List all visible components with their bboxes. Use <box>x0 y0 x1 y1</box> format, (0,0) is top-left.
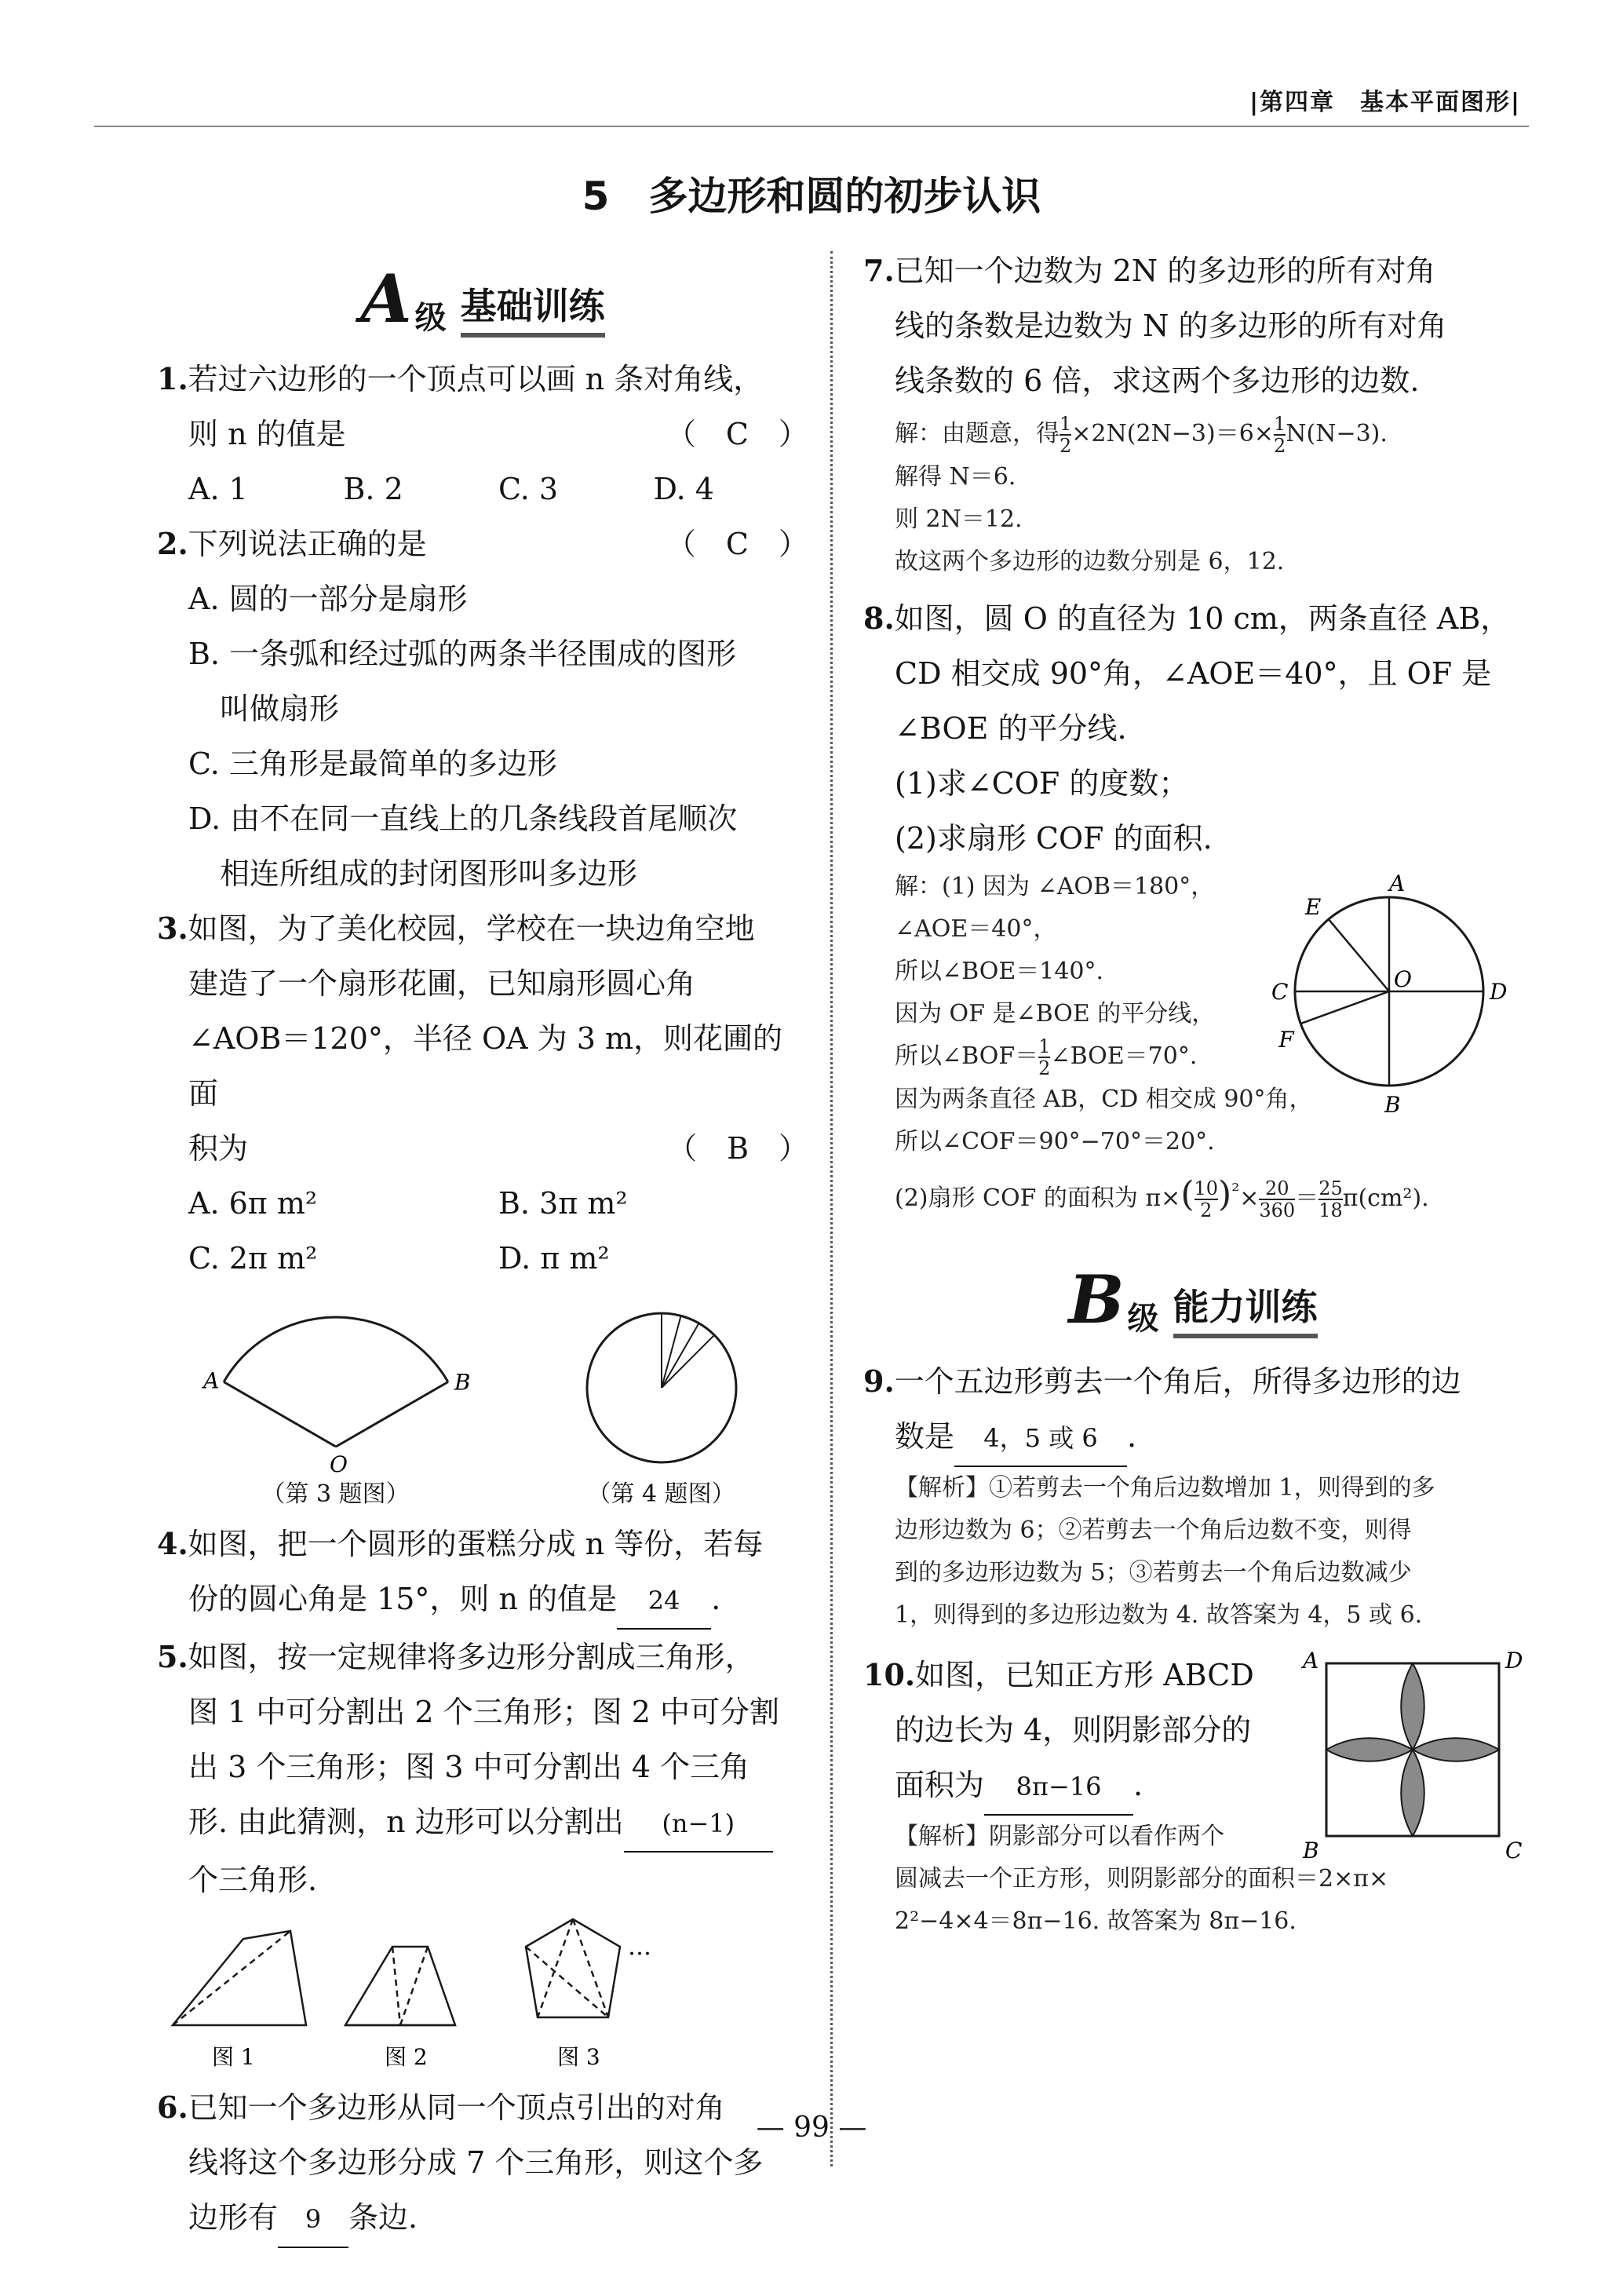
q3-line-4: 积为 <box>188 1131 249 1166</box>
q9-analysis <box>863 1467 1523 1637</box>
label-c: C <box>1271 979 1289 1005</box>
sector-arc <box>224 1317 448 1382</box>
q8-frac-18: 18 <box>1318 1199 1343 1221</box>
q7-solution <box>863 413 1523 583</box>
column-divider <box>830 251 833 2166</box>
section-a-ji: 级 <box>414 300 447 336</box>
q2-number: 2. <box>157 526 188 561</box>
q3-line-1: 如图，为了美化校园，学校在一块边角空地 <box>188 911 755 946</box>
q4-line-1: 如图，把一个圆形的蛋糕分成 n 等份，若每 <box>188 1527 764 1561</box>
petal-top <box>1401 1663 1424 1750</box>
q7-half-1 <box>1060 414 1071 456</box>
q5-number: 5. <box>157 1639 188 1674</box>
q7-sol-3: 则 2N＝12. <box>895 506 1023 533</box>
label-e: E <box>1304 894 1322 921</box>
section-b-letter: B <box>1068 1261 1125 1338</box>
q3-line-2: 建造了一个扇形花圃，已知扇形圆心角 <box>188 966 696 1001</box>
q3-option-c: C. 2π m² <box>188 1241 318 1276</box>
label-a: A <box>202 1367 219 1394</box>
q8-frac-10: 10 <box>1194 1177 1219 1199</box>
q8-frac-20-360 <box>1259 1178 1295 1221</box>
q8-half-num: 1 <box>1038 1035 1051 1057</box>
question-10-block <box>863 1648 1523 1943</box>
figure-4-caption: （第 4 题图） <box>587 1480 735 1508</box>
q2-answer: （ C ） <box>666 527 808 561</box>
q8-sol-3: 所以∠BOE＝140°. <box>895 958 1104 985</box>
q7-half-1-num: 1 <box>1060 413 1072 435</box>
q8-frac-25: 25 <box>1318 1177 1343 1199</box>
cake-circle-figure <box>567 1301 756 1474</box>
label-a: A <box>1303 1648 1319 1674</box>
q8-frac-2: 2 <box>1200 1199 1213 1221</box>
q5-line-2: 图 1 中可分割出 2 个三角形；图 2 中可分割 <box>188 1695 780 1729</box>
q8-sol-4: 因为 OF 是∠BOE 的平分线， <box>895 1000 1216 1028</box>
radius-oa <box>224 1382 336 1447</box>
section-a-letter: A <box>360 260 412 338</box>
section-b-label: 能力训练 <box>1173 1279 1318 1338</box>
q1-option-c: C. 3 <box>498 472 559 506</box>
q5-line-1: 如图，按一定规律将多边形分割成三角形， <box>188 1640 755 1674</box>
q6-line-2: 线将这个多边形分成 7 个三角形，则这个多 <box>188 2145 764 2180</box>
question-1 <box>157 352 808 517</box>
q10-line-2: 的边长为 4，则阴影部分的 <box>895 1713 1252 1747</box>
pentagon-2 <box>526 1919 620 2017</box>
q6-number: 6. <box>157 2090 188 2125</box>
q8-line-3: ∠BOE 的平分线. <box>895 711 1127 746</box>
q1-number: 1. <box>157 361 188 396</box>
q2-option-b-cont: 叫做扇形 <box>220 692 340 726</box>
question-4 <box>157 1517 808 1630</box>
q8-sol-8-pre: (2)扇形 COF 的面积为 π× <box>895 1185 1181 1212</box>
q3-number: 3. <box>157 911 188 946</box>
q10-line-1: 如图，已知正方形 ABCD <box>915 1658 1254 1692</box>
q7-line-2: 线的条数是边数为 N 的多边形的所有对角 <box>895 308 1447 343</box>
q5-line-3: 出 3 个三角形；图 3 中可分割出 4 个三角 <box>188 1750 750 1784</box>
label-c: C <box>1505 1838 1523 1863</box>
q4-period: . <box>711 1582 721 1616</box>
q2-option-c: C. 三角形是最简单的多边形 <box>188 746 557 781</box>
question-2 <box>157 517 808 901</box>
caption-fig-1: 图 1 <box>212 2044 255 2070</box>
question-7 <box>863 243 1523 408</box>
q2-option-d: D. 由不在同一直线上的几条线段首尾顺次 <box>188 801 738 836</box>
figure-3 <box>202 1301 470 1509</box>
q10-blank: 8π−16 <box>984 1759 1133 1816</box>
label-b: B <box>1303 1838 1319 1863</box>
q8-frac-360: 360 <box>1259 1199 1296 1221</box>
q10-line-3: 面积为 <box>895 1768 985 1802</box>
q8-frac-20: 20 <box>1259 1178 1295 1200</box>
petal-bottom <box>1401 1750 1424 1836</box>
q9-period: . <box>1127 1419 1137 1454</box>
q8-line-5: (2)求扇形 COF 的面积. <box>895 821 1213 856</box>
question-3 <box>157 901 808 1286</box>
header-rule <box>94 126 1529 127</box>
q7-half-2 <box>1274 414 1286 456</box>
q7-half-1-den: 2 <box>1060 435 1072 457</box>
q8-sol-7: 所以∠COF＝90°−70°＝20°. <box>895 1128 1215 1155</box>
q8-solution-block <box>863 866 1523 1221</box>
label-b: B <box>1384 1092 1401 1118</box>
q6-line-1: 已知一个多边形从同一个顶点引出的对角 <box>188 2090 725 2125</box>
question-9 <box>863 1354 1523 1467</box>
q9-number: 9. <box>863 1363 895 1399</box>
q8-times: × <box>1239 1185 1260 1212</box>
caption-fig-3: 图 3 <box>557 2044 600 2070</box>
q7-sol-1-pre: 解：由题意，得 <box>895 420 1060 447</box>
caption-fig-2: 图 2 <box>385 2044 428 2070</box>
q3-option-b: B. 3π m² <box>498 1186 628 1221</box>
q8-line-4: (1)求∠COF 的度数； <box>895 766 1189 801</box>
q8-sol-6: 因为两条直径 AB，CD 相交成 90°角， <box>895 1086 1313 1113</box>
page-title: 5 多边形和圆的初步认识 <box>582 173 1041 219</box>
q6-blank: 9 <box>278 2192 348 2248</box>
section-a-label: 基础训练 <box>461 278 605 338</box>
slice-line-2 <box>662 1316 681 1388</box>
q8-equals: ＝ <box>1295 1185 1319 1212</box>
q4-line-2: 份的圆心角是 15°，则 n 的值是 <box>188 1582 618 1616</box>
q8-square: ² <box>1231 1179 1240 1202</box>
q8-sol-1: 解：(1) 因为 ∠AOB＝180°， <box>895 873 1215 900</box>
q10-analysis-1: 【解析】阴影部分可以看作两个 <box>895 1823 1224 1850</box>
q8-line-2: CD 相交成 90°角，∠AOE＝40°，且 OF 是 <box>895 656 1492 691</box>
q9-analysis-4: 1，则得到的多边形边数为 4. 故答案为 4，5 或 6. <box>895 1601 1423 1629</box>
right-column <box>863 243 1523 1943</box>
label-f: F <box>1278 1027 1294 1053</box>
q7-half-2-den: 2 <box>1273 435 1286 457</box>
q5-line-5: 个三角形. <box>188 1863 318 1897</box>
q2-option-d-cont: 相连所组成的封闭图形叫多边形 <box>220 856 638 891</box>
q9-analysis-2: 边形边数为 6；②若剪去一个角后边数不变，则得 <box>895 1517 1412 1544</box>
label-o: O <box>1394 966 1412 992</box>
question-8 <box>863 591 1523 866</box>
q7-sol-2: 解得 N＝6. <box>895 463 1016 491</box>
q10-number: 10. <box>863 1657 916 1692</box>
q7-sol-4: 故这两个多边形的边数分别是 6，12. <box>895 548 1285 575</box>
quad-diagonal <box>173 1931 290 2025</box>
ellipsis: … <box>628 1933 651 1961</box>
question-6 <box>157 2080 808 2248</box>
figure-5 <box>157 1915 808 2072</box>
q6-line-3: 边形有 <box>188 2200 279 2235</box>
q3-option-a: A. 6π m² <box>188 1186 318 1221</box>
pentagon2-diag-2 <box>573 1919 608 2017</box>
q3-line-3: ∠AOB＝120°，半径 OA 为 3 m，则花圃的面 <box>188 1021 783 1111</box>
q9-line-2: 数是 <box>895 1419 955 1454</box>
q7-half-2-num: 1 <box>1273 413 1286 435</box>
q10-period: . <box>1133 1768 1143 1802</box>
label-b: B <box>454 1369 470 1396</box>
q7-line-1: 已知一个边数为 2N 的多边形的所有对角 <box>894 254 1436 288</box>
q8-sol-2: ∠AOE＝40°， <box>895 915 1057 943</box>
q10-analysis-2: 圆减去一个正方形，则阴影部分的面积＝2×π× <box>895 1865 1389 1893</box>
pentagon-diag-1 <box>392 1947 400 2025</box>
figures-3-4 <box>157 1301 808 1509</box>
pentagon-top <box>345 1947 455 2025</box>
q1-option-b: B. 2 <box>343 472 403 506</box>
q8-number: 8. <box>863 600 895 636</box>
q8-half-den: 2 <box>1038 1057 1051 1079</box>
q1-options <box>157 462 808 517</box>
q8-frac-25-18 <box>1318 1178 1343 1221</box>
q8-sol-5-post: ∠BOE＝70°. <box>1050 1042 1198 1070</box>
petal-left <box>1326 1738 1413 1761</box>
section-b-heading <box>863 1261 1523 1338</box>
polygons-figure <box>157 1915 808 2072</box>
q7-sol-1-mid: ×2N(2N−3)＝6× <box>1071 420 1274 447</box>
section-b-ji: 级 <box>1127 1301 1159 1337</box>
q8-half <box>1038 1036 1050 1079</box>
q8-sol-8-post: π(cm²). <box>1342 1185 1429 1212</box>
q5-line-4: 形. 由此猜测，n 边形可以分割出 <box>188 1805 624 1839</box>
q1-option-a: A. 1 <box>188 472 248 506</box>
q5-blank: (n−1) <box>624 1796 773 1852</box>
q2-option-a: A. 圆的一部分是扇形 <box>188 582 468 616</box>
q2-text: 下列说法正确的是 <box>188 527 427 561</box>
circle-diameters-figure <box>1271 858 1515 1118</box>
q7-sol-1-end: N(N−3). <box>1286 420 1388 447</box>
q4-number: 4. <box>157 1526 188 1561</box>
q8-sol-5-pre: 所以∠BOF＝ <box>895 1042 1039 1070</box>
question-5 <box>157 1630 808 1907</box>
sector-figure <box>202 1301 470 1477</box>
label-o: O <box>329 1451 348 1477</box>
quadrilateral <box>173 1931 306 2025</box>
left-column <box>157 260 808 2248</box>
label-a: A <box>1389 871 1406 896</box>
q6-line-3-post: 条边. <box>348 2200 418 2235</box>
square-petals-figure <box>1295 1640 1523 1863</box>
q7-line-3: 线条数的 6 倍，求这两个多边形的边数. <box>895 363 1420 398</box>
q3-option-d: D. π m² <box>498 1241 610 1276</box>
figure-3-caption: （第 3 题图） <box>261 1480 410 1508</box>
q9-line-1: 一个五边形剪去一个角后，所得多边形的边 <box>894 1364 1461 1399</box>
q9-analysis-3: 到的多边形边数为 5；③若剪去一个角后边数减少 <box>895 1559 1412 1586</box>
label-d: D <box>1505 1648 1523 1674</box>
q10-analysis-3: 2²−4×4＝8π−16. 故答案为 8π−16. <box>895 1907 1297 1935</box>
q7-number: 7. <box>863 253 895 288</box>
section-a-heading <box>157 260 808 338</box>
q4-blank: 24 <box>617 1573 711 1630</box>
segment-of <box>1300 991 1389 1024</box>
radius-ob <box>336 1382 448 1447</box>
q2-option-b: B. 一条弧和经过弧的两条半径围成的图形 <box>188 637 737 671</box>
petal-right <box>1413 1738 1499 1761</box>
figure-4 <box>567 1301 756 1509</box>
q1-answer: （ C ） <box>666 417 808 451</box>
q8-solution: 解：(1) 因为 ∠AOB＝180°， ∠AOE＝40°， 所以∠BOE＝140°. 因为 OF 是∠BOE 的平分线， 所以∠BOF＝ $\frac{1}{2}$ ∠BOE＝70°. 因为两条直径 AB，CD 相交成 90°角， 所以∠COF＝90°−70°＝20°. (2)扇形 COF 的面积为 π×( $\frac{10}{2}$ )$^{^2}$× $\frac{20}{360}$ ＝ $\frac{25}{18}$ π(cm²). <box>863 866 1523 1221</box>
q1-text2: 则 n 的值是 <box>188 417 346 451</box>
q9-analysis-1: 【解析】①若剪去一个角后边数增加 1，则得到的多 <box>895 1474 1435 1502</box>
segment-oe <box>1329 919 1389 991</box>
q3-answer: （ B ） <box>667 1131 808 1166</box>
q9-blank: 4，5 或 6 <box>954 1411 1127 1467</box>
q8-frac-10-2 <box>1194 1178 1219 1221</box>
q1-text: 若过六边形的一个顶点可以画 n 条对角线， <box>188 362 764 396</box>
pentagon-diag-2 <box>400 1947 428 2025</box>
chapter-header: |第四章 基本平面图形| <box>1249 89 1521 116</box>
pentagon2-diag-1 <box>538 1919 573 2017</box>
q8-line-1: 如图，圆 O 的直径为 10 cm，两条直径 AB， <box>894 601 1511 636</box>
q1-option-d: D. 4 <box>653 472 714 506</box>
page-number: — 99 — <box>756 2112 867 2144</box>
label-d: D <box>1490 979 1508 1005</box>
